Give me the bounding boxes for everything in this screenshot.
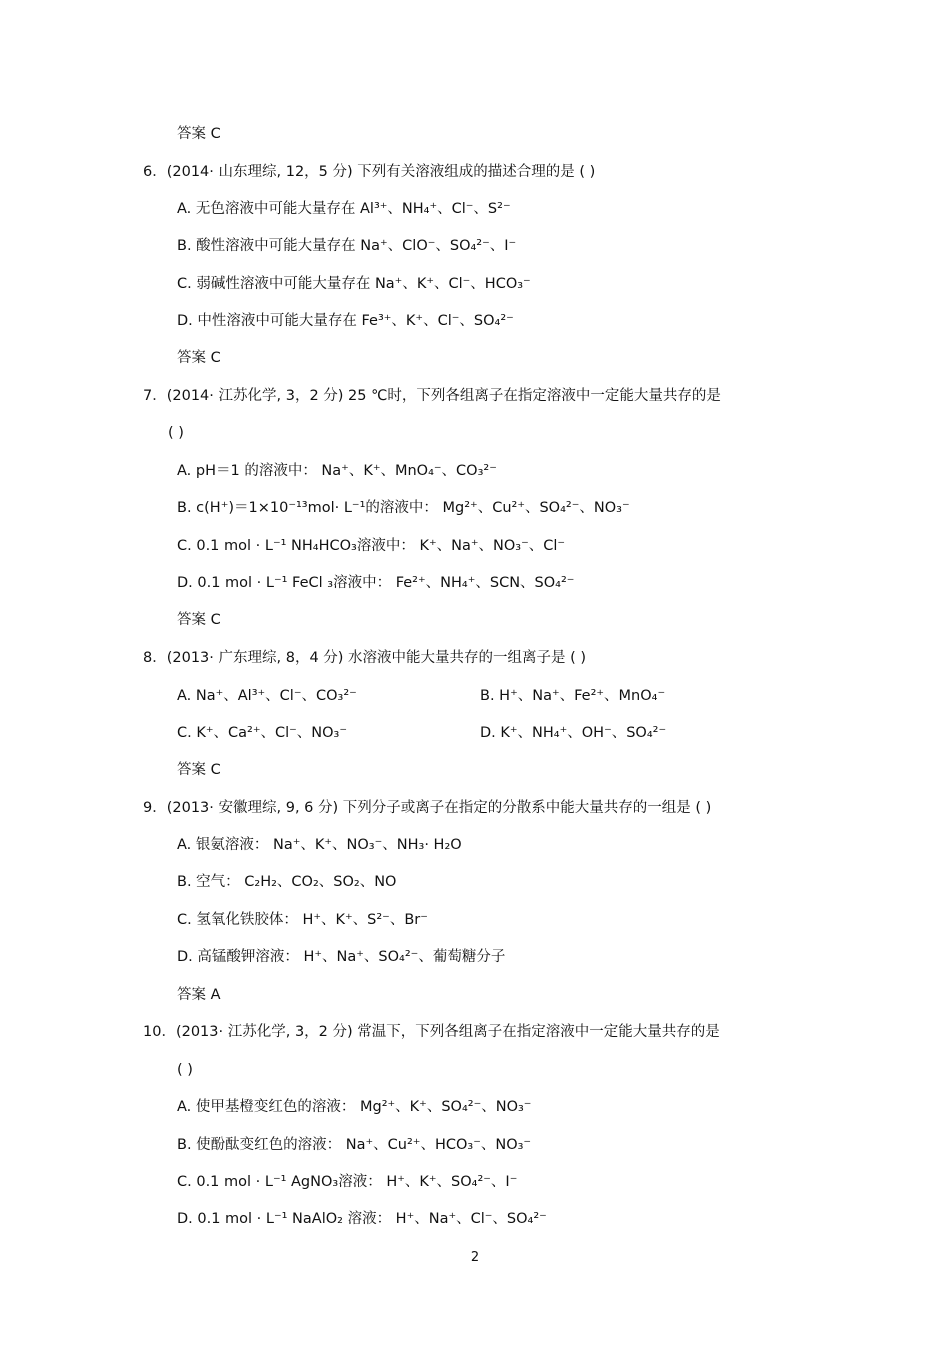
question-10-option-d: D. 0.1 mol · L⁻¹ NaAlO₂ 溶液： H⁺、Na⁺、Cl⁻、SO₄²⁻ — [177, 1211, 547, 1227]
question-9: 9．(2013· 安徽理综, 9, 6 分) 下列分子或离子在指定的分散系中能大量共存的一组是 ( ) — [143, 800, 712, 816]
question-7: 7．(2014· 江苏化学, 3，2 分) 25 ℃时，下列各组离子在指定溶液中一定能大量共存的是 — [143, 388, 721, 404]
question-7-bracket: ( ) — [168, 425, 184, 441]
answer-line: 答案 A — [177, 987, 221, 1003]
question-6: 6．(2014· 山东理综, 12，5 分) 下列有关溶液组成的描述合理的是 ( ) — [143, 164, 596, 180]
answer-line: 答案 C — [177, 612, 221, 628]
question-7-option-d: D. 0.1 mol · L⁻¹ FeCl ₃溶液中： Fe²⁺、NH₄⁺、SCN、SO₄²⁻ — [177, 575, 575, 591]
question-8-option-d: D. K⁺、NH₄⁺、OH⁻、SO₄²⁻ — [480, 725, 667, 741]
answer-line: 答案 C — [177, 126, 221, 142]
question-6-option-a: A. 无色溶液中可能大量存在 Al³⁺、NH₄⁺、Cl⁻、S²⁻ — [177, 201, 511, 217]
question-6-option-d: D. 中性溶液中可能大量存在 Fe³⁺、K⁺、Cl⁻、SO₄²⁻ — [177, 313, 514, 329]
question-9-option-c: C. 氢氧化铁胶体： H⁺、K⁺、S²⁻、Br⁻ — [177, 912, 428, 928]
question-8-option-a: A. Na⁺、Al³⁺、Cl⁻、CO₃²⁻ — [177, 688, 357, 704]
question-7-option-b: B. c(H⁺)＝1×10⁻¹³mol· L⁻¹的溶液中： Mg²⁺、Cu²⁺、SO₄²⁻、NO₃⁻ — [177, 500, 630, 516]
question-7-option-a: A. pH＝1 的溶液中： Na⁺、K⁺、MnO₄⁻、CO₃²⁻ — [177, 463, 497, 479]
answer-line: 答案 C — [177, 762, 221, 778]
question-7-option-c: C. 0.1 mol · L⁻¹ NH₄HCO₃溶液中： K⁺、Na⁺、NO₃⁻、Cl⁻ — [177, 538, 566, 554]
page-number: 2 — [470, 1250, 480, 1265]
question-8-option-b: B. H⁺、Na⁺、Fe²⁺、MnO₄⁻ — [480, 688, 666, 704]
question-10-option-c: C. 0.1 mol · L⁻¹ AgNO₃溶液： H⁺、K⁺、SO₄²⁻、I⁻ — [177, 1174, 518, 1190]
question-9-option-b: B. 空气： C₂H₂、CO₂、SO₂、NO — [177, 874, 397, 890]
question-6-option-b: B. 酸性溶液中可能大量存在 Na⁺、ClO⁻、SO₄²⁻、I⁻ — [177, 238, 517, 254]
question-10-option-b: B. 使酚酞变红色的溶液： Na⁺、Cu²⁺、HCO₃⁻、NO₃⁻ — [177, 1137, 532, 1153]
answer-line: 答案 C — [177, 350, 221, 366]
question-8: 8．(2013· 广东理综, 8，4 分) 水溶液中能大量共存的一组离子是 ( ) — [143, 650, 587, 666]
question-9-option-a: A. 银氨溶液： Na⁺、K⁺、NO₃⁻、NH₃· H₂O — [177, 837, 462, 853]
question-10: 10．(2013· 江苏化学, 3，2 分) 常温下，下列各组离子在指定溶液中一定能大量共存的是 — [143, 1024, 720, 1040]
question-9-option-d: D. 高锰酸钾溶液： H⁺、Na⁺、SO₄²⁻、葡萄糖分子 — [177, 949, 506, 965]
question-10-option-a: A. 使甲基橙变红色的溶液： Mg²⁺、K⁺、SO₄²⁻、NO₃⁻ — [177, 1099, 532, 1115]
question-8-option-c: C. K⁺、Ca²⁺、Cl⁻、NO₃⁻ — [177, 725, 348, 741]
question-6-option-c: C. 弱碱性溶液中可能大量存在 Na⁺、K⁺、Cl⁻、HCO₃⁻ — [177, 276, 531, 292]
question-10-bracket: ( ) — [177, 1062, 193, 1078]
